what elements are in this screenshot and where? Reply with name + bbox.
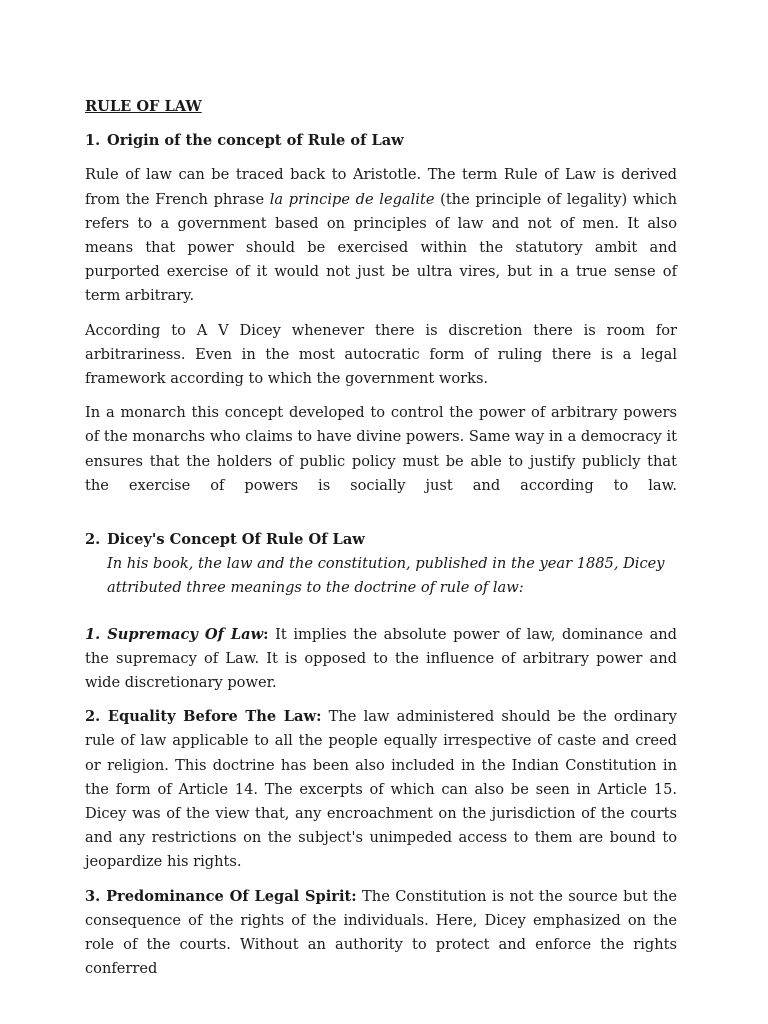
p1-text-b: (the principle of legality) which refers to a government based on principles of law and not of men. It also means that power should be exercised within the statutory ambit and purported exercise of it would not just be ultra vires, but in a true sense of term arbitrary. bbox=[85, 190, 677, 305]
meaning-1-colon: : bbox=[263, 625, 269, 643]
meaning-2-paragraph bbox=[85, 705, 677, 874]
meaning-2-term: 2. Equality Before The Law: bbox=[85, 708, 322, 726]
section-2-title: Dicey's Concept Of Rule Of Law bbox=[107, 531, 365, 549]
meaning-3-term: 3. Predominance Of Legal Spirit: bbox=[85, 887, 357, 905]
p1-italic-phrase: la principe de legalite bbox=[269, 190, 435, 208]
meaning-2-text: The law administered should be the ordinary rule of law applicable to all the people equally irrespective of caste and creed or religion. This doctrine has been also included in the Indian Constitution in the form of Article 14. The excerpts of which can also be seen in Article 15. Dicey was of the view that, any encroachment on the jurisdiction of the courts and any restrictions on the subject's unimpeded access to them are bound to jeopardize his rights. bbox=[85, 708, 677, 871]
p1-text-a: Rule of law can be traced back to Aristotle. The term Rule of Law is derived from the French phrase bbox=[85, 166, 677, 208]
section-2-intro: In his book, the law and the constitution, published in the year 1885, Dicey attributed three meanings to the doctrine of rule of law: bbox=[107, 555, 665, 597]
section-2-number: 2. bbox=[85, 531, 101, 549]
section-1-title: Origin of the concept of Rule of Law bbox=[107, 132, 404, 150]
meaning-1-paragraph bbox=[85, 623, 677, 696]
document-page bbox=[85, 95, 677, 992]
section-1-number: 1. bbox=[85, 132, 101, 150]
meaning-3-text: The Constitution is not the source but the consequence of the rights of the individuals. Here, Dicey emphasized on the role of the courts. Without an authority to protect and enforce the rights conferred bbox=[85, 887, 677, 978]
section-2-heading bbox=[85, 528, 677, 552]
meaning-1-text: It implies the absolute power of law, dominance and the supremacy of Law. It is opposed to the influence of arbitrary power and wide discretionary power. bbox=[85, 625, 678, 692]
meaning-3-paragraph bbox=[85, 885, 677, 982]
document-title: RULE OF LAW bbox=[85, 98, 202, 115]
meaning-1-term: 1. Supremacy Of Law bbox=[85, 625, 264, 643]
section-1-paragraph-2: According to A V Dicey whenever there is discretion there is room for arbitrariness. Even in the most autocratic form of ruling there is a legal framework according to which the government works. bbox=[85, 321, 677, 388]
section-1-heading bbox=[85, 129, 677, 153]
section-spacer bbox=[85, 508, 677, 528]
section-1-paragraph-3: In a monarch this concept developed to control the power of arbitrary powers of the monarchs who claims to have divine powers. Same way in a democracy it ensures that the holders of public policy must be able to justify publicly that the exercise of powers is socially just and according to law. bbox=[85, 404, 677, 494]
section-1-paragraph-1 bbox=[85, 163, 677, 308]
